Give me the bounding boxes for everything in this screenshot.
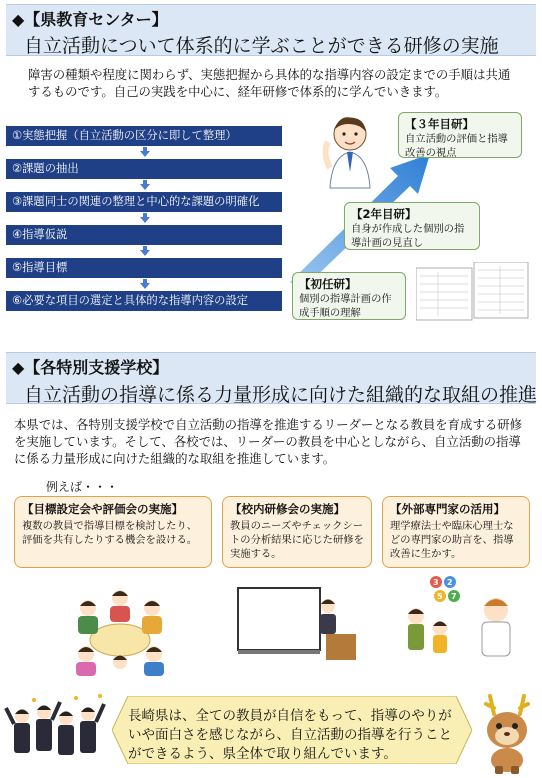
step-5: ⑤指導目標 (6, 258, 282, 278)
step-arrow-icon (140, 180, 150, 190)
step-3: ③課題同士の関連の整理と中心的な課題の明確化 (6, 192, 282, 212)
step-arrow-icon (140, 246, 150, 256)
section1-title: 自立活動について体系的に学ぶことができる研修の実施 (24, 35, 499, 57)
stage-text: 自身が作成した個別の指導計画の見直し (351, 223, 465, 249)
activity-card-external-experts (382, 496, 530, 568)
activity-card-in-school-training (222, 496, 372, 568)
svg-text:7: 7 (451, 592, 457, 601)
activity-text: 教員のニーズやチェックシートの分析結果に応じた研修を実施する。 (230, 520, 364, 560)
activity-text: 理学療法士や臨床心理士などの専門家の助言を、指導改善に生かす。 (390, 520, 514, 560)
svg-text:3: 3 (433, 578, 439, 587)
section1-header (6, 4, 536, 56)
svg-text:5: 5 (437, 592, 443, 601)
activity-title: 【外部専門家の活用】 (390, 502, 505, 516)
step-arrow-icon (140, 279, 150, 289)
cheering-teachers-illustration-icon (4, 694, 108, 770)
planning-sheet-illustration-icon (416, 262, 530, 322)
activity-card-goal-setting (14, 496, 212, 568)
stage-text: 個別の指導計画の作成手順の理解 (299, 293, 392, 319)
example-label: 例えば・・・ (46, 480, 119, 494)
step-arrow-icon (140, 147, 150, 157)
section1-tag: ◆【県教育センター】 (12, 10, 168, 29)
stage-2nd-year (344, 202, 480, 250)
step-6: ⑥必要な項目の選定と具体的な指導内容の設定 (6, 291, 282, 311)
step-2: ②課題の抽出 (6, 159, 282, 179)
section2-header (6, 352, 536, 404)
stage-text: 自立活動の評価と指導改善の視点 (405, 133, 508, 159)
section2-paragraph: 本県では、各特別支援学校で自立活動の指導を推進するリーダーとなる教員を育成する研修を実施しています。そして、各校では、リーダーの教員を中心としながら、自立活動の指導に係る力量形成に向けた組織的な取組を推進しています。 (14, 417, 523, 466)
stage-title: 【2年目研】 (351, 207, 417, 221)
svg-text:2: 2 (447, 578, 453, 587)
meeting-illustration-icon (64, 584, 176, 676)
section2-tag: ◆【各特別支援学校】 (12, 358, 169, 377)
step-4: ④指導仮説 (6, 225, 282, 245)
mascot-deer-icon (476, 692, 538, 774)
stage-title: 【３年目研】 (405, 117, 474, 131)
stage-1st-year (292, 272, 406, 320)
stage-3rd-year (398, 112, 522, 158)
activity-title: 【校内研修会の実施】 (230, 502, 345, 516)
expert-illustration-icon (400, 574, 524, 658)
closing-banner-text: 長崎県は、全ての教員が自信をもって、指導のやりがいや面白さを感じながら、自立活動の指導を行うことができるよう、県全体で取り組んでいます。 (128, 708, 452, 762)
stage-title: 【初任研】 (299, 277, 357, 291)
activity-text: 複数の教員で指導目標を検討したり、評価を共有したりする機会を設ける。 (22, 520, 198, 546)
section1-paragraph: 障害の種類や程度に関わらず、実態把握から具体的な指導内容の設定までの手順は共通するものです。自己の実践を中心に、経年研修で体系的に学んでいきます。 (28, 67, 511, 99)
teacher-illustration-icon (318, 112, 380, 190)
section2-title: 自立活動の指導に係る力量形成に向けた組織的な取組の推進 (24, 384, 538, 406)
step-arrow-icon (140, 213, 150, 223)
activity-title: 【目標設定会や評価会の実施】 (22, 502, 183, 516)
training-illustration-icon (236, 586, 360, 662)
step-1: ①実態把握（自立活動の区分に即して整理） (6, 126, 282, 146)
